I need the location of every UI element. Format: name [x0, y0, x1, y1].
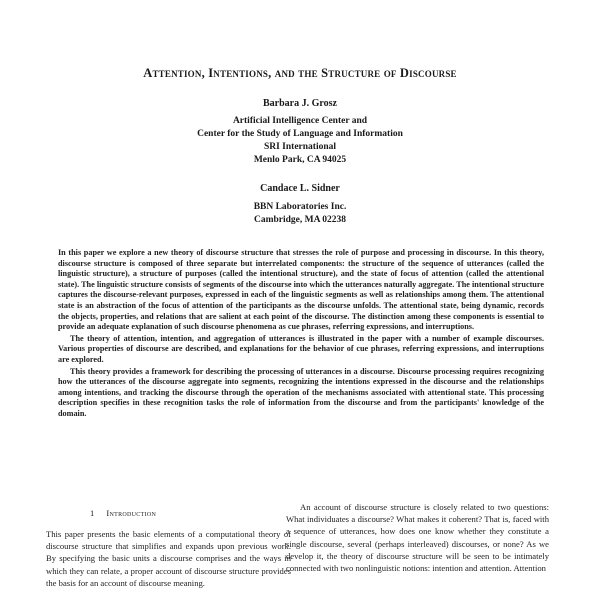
abstract-paragraph: In this paper we explore a new theory of discourse structure that stresses the role of purpose and processing in discourse. In this theory, discourse structure is composed of three separate but interrelated components: the structure of the sequence of utterances (called the linguistic structure), a structure of purposes (called the intentional structure), and the state of focus of attention (called the attentional state). The linguistic structure consists of segments of the discourse into which the utterances naturally aggregate. The intentional structure captures the discourse-relevant purposes, expressed in each of the linguistic segments as well as relationships among them. The attentional state is an abstraction of the focus of attention of the participants as the discourse unfolds. The attentional state, being dynamic, records the objects, properties, and relations that are salient at each point of the discourse. The distinction among these components is essential to provide an adequate explanation of such discourse phenomena as cue phrases, referring expressions, and interruptions.: [58, 248, 544, 332]
left-column: [46, 528, 291, 589]
abstract: [58, 248, 544, 421]
author-block-1: [0, 98, 600, 167]
affiliation-line: Artificial Intelligence Center and: [232, 116, 368, 126]
abstract-paragraph: The theory of attention, intention, and aggregation of utterances is illustrated in the paper with a number of example discourses. Various properties of discourse are described, and explanations for the behavior of cue phrases, referring expressions, and interruptions are explored.: [58, 333, 544, 364]
paper-title: Attention, Intentions, and the Structure of Discourse: [143, 66, 457, 80]
author-name: Candace L. Sidner: [260, 183, 340, 194]
section-title: Introduction: [106, 508, 157, 518]
right-column: [286, 501, 549, 574]
author-block-2: [0, 183, 600, 227]
affiliation-line: BBN Laboratories Inc.: [253, 202, 347, 212]
affiliation-line: Cambridge, MA 02238: [253, 215, 347, 225]
section-heading: [90, 508, 290, 518]
section-number: 1: [90, 508, 95, 518]
body-paragraph: An account of discourse structure is closely related to two questions: What individuates a discourse? What makes it coherent? That is, faced with a sequence of utterances, how does one know whether they constitute a single discourse, several (perhaps interleaved) discourses, or none? As we develop it, the theory of discourse structure will be seen to be intimately connected with two nonlinguistic notions: intention and attention. Attention: [286, 502, 549, 574]
author-name: Barbara J. Grosz: [263, 98, 337, 109]
abstract-paragraph: This theory provides a framework for describing the processing of utterances in a discourse. Discourse processing requires recognizing how the utterances of the discourse aggregate into segments, recognizing the intentions expressed in the discourse and the relationships among intentions, and tracking the discourse through the operation of the mechanisms associated with attentional state. This processing description specifies in these recognition tasks the role of information from the discourse and from the participants' knowledge of the domain.: [58, 366, 544, 418]
affiliation-line: SRI International: [263, 142, 337, 152]
body-paragraph: This paper presents the basic elements of a computational theory of discourse structure that simplifies and expands upon previous work. By specifying the basic units a discourse comprises and the ways in which they can relate, a proper account of discourse structure provides the basis for an account of discourse meaning.: [46, 529, 291, 588]
affiliation-line: Center for the Study of Language and Information: [197, 129, 403, 139]
affiliation-line: Menlo Park, CA 94025: [253, 155, 347, 165]
